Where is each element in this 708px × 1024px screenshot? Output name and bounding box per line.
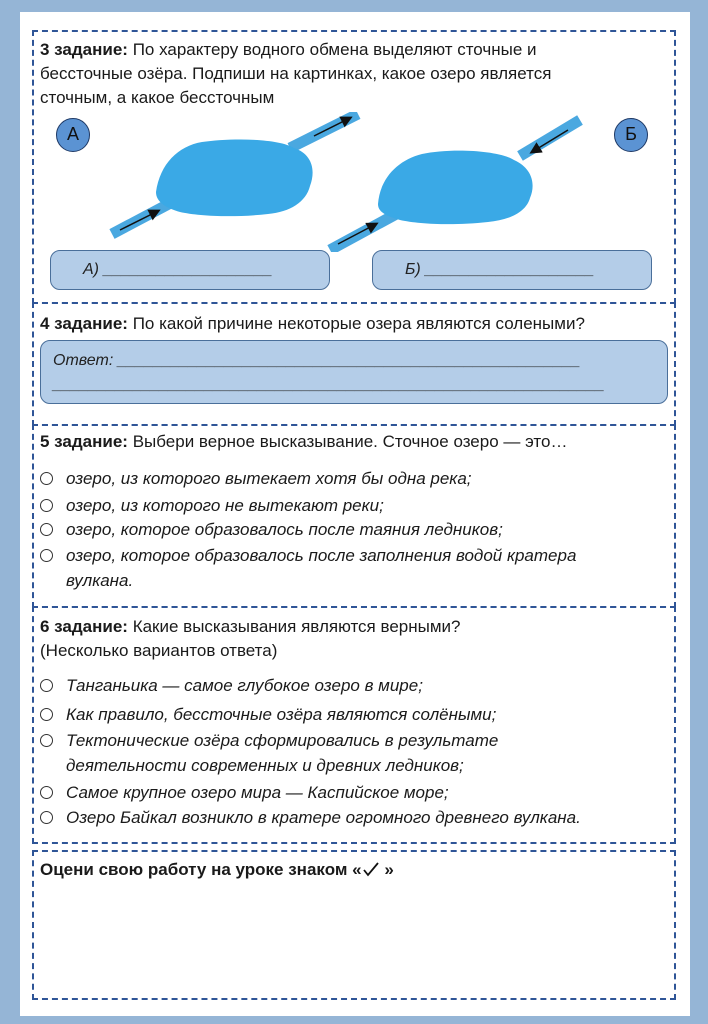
- task6-label: 6 задание:: [40, 617, 128, 636]
- marker-b-badge: Б: [614, 118, 648, 152]
- worksheet-page: 3 задание: По характеру водного обмена выделяют сточные и бессточные озёра. Подпиши на картинках, какое озеро является сточным, а какое бессточным А Б А) ___________________ Б) ___________________ 4 задание: По какой причине некоторые озера являются солеными? Ответ: ____________________________________________________ ______________________________________________________________ 5 задание: Выбери верное высказывание. Сточное озеро — это… озеро, из которого вытекает хотя бы одна река; озеро, из которого не вытекают реки; озеро, которое образовалось после таяния ледников; озеро, которое образовалось после заполнения водой кратера вулкана. 6 задание: Какие высказывания являются верными? (Несколько вариантов ответа) Танганьика — самое глубокое озеро в мире; Как правило, бессточные озёра являются солёными; Тектонические озёра сформировались в результате деятельности современных и древних ледников; Самое крупное озеро мира — Каспийское море; Озеро Байкал возникло в кратере огромного древнего вулкана. Оцени свою работу на уроке знаком « »: [20, 12, 690, 1016]
- answer-4-line2: ______________________________________________________________: [53, 376, 605, 393]
- checkbox-circle-icon[interactable]: [40, 708, 53, 721]
- answer-4-line1: Ответ: ____________________________________________________: [53, 352, 581, 369]
- checkbox-circle-icon[interactable]: [40, 786, 53, 799]
- answer-a-text: А) ___________________: [83, 261, 273, 278]
- task5-question: Выбери верное высказывание. Сточное озеро — это…: [132, 432, 568, 451]
- radio-icon[interactable]: [40, 472, 53, 485]
- task3-question-line3: сточным, а какое бессточным: [40, 88, 275, 107]
- radio-icon[interactable]: [40, 523, 53, 536]
- answer-4-field[interactable]: [40, 340, 668, 404]
- task5-text: [40, 430, 670, 454]
- checkmark-icon: [362, 861, 380, 877]
- lake-a-diagram: [112, 114, 358, 234]
- task3-text: [40, 38, 670, 110]
- assessment-text: [40, 858, 394, 882]
- lake-b-shape: [378, 151, 533, 225]
- task6-question-line2: (Несколько вариантов ответа): [40, 641, 278, 660]
- lake-a-outflow-arrow: [314, 118, 350, 136]
- task4-label: 4 задание:: [40, 314, 128, 333]
- answer-b-field[interactable]: [372, 250, 652, 290]
- answer-b-text: Б) ___________________: [405, 261, 595, 278]
- marker-a-badge: А: [56, 118, 90, 152]
- lake-b-diagram: [330, 120, 580, 250]
- checkbox-circle-icon[interactable]: [40, 734, 53, 747]
- task6-text: [40, 615, 670, 663]
- radio-icon[interactable]: [40, 549, 53, 562]
- assessment-close-quote: »: [379, 860, 394, 879]
- checkbox-circle-icon[interactable]: [40, 679, 53, 692]
- task6-question-line1: Какие высказывания являются верными?: [132, 617, 461, 636]
- lakes-illustration: [20, 112, 690, 252]
- lake-b-inflow-river-2: [520, 120, 580, 156]
- lake-b-inflow-river-1: [330, 212, 400, 250]
- lake-a-shape: [156, 140, 313, 217]
- task4-question: По какой причине некоторые озера являются солеными?: [132, 314, 585, 333]
- task3-label: 3 задание:: [40, 40, 128, 59]
- answer-a-field[interactable]: [50, 250, 330, 290]
- checkbox-circle-icon[interactable]: [40, 811, 53, 824]
- task5-label: 5 задание:: [40, 432, 128, 451]
- radio-icon[interactable]: [40, 499, 53, 512]
- assessment-label: Оцени свою работу на уроке знаком «: [40, 860, 362, 879]
- task4-text: [40, 312, 670, 336]
- task3-question-line2: бессточные озёра. Подпиши на картинках, какое озеро является: [40, 64, 552, 83]
- task3-question-line1: По характеру водного обмена выделяют сточные и: [132, 40, 537, 59]
